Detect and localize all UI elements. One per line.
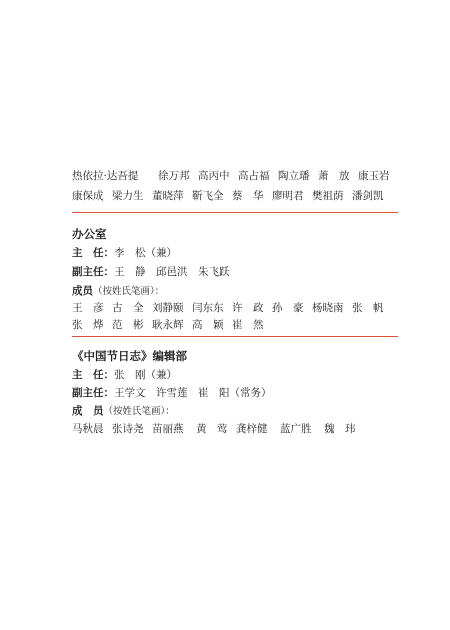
person-name: 樊祖荫 <box>312 190 344 202</box>
members-row <box>72 317 264 332</box>
person-name: 崔 然 <box>232 319 264 331</box>
person-name: 梁力生 <box>112 190 144 202</box>
role-label: 成员 <box>72 285 93 297</box>
person-name: 王 彦 <box>72 302 104 314</box>
office-director <box>72 245 177 260</box>
person-name: 范 彬 <box>112 319 144 331</box>
person-name: 张 帆 <box>352 302 384 314</box>
person-name: 杨晓南 <box>312 302 344 314</box>
deputy-names: 王学文 许雪莲 崔 阳（常务） <box>114 387 272 399</box>
person-name: 张 烨 <box>72 319 104 331</box>
person-name: 龚梓健 <box>236 423 268 435</box>
section-divider <box>72 212 398 213</box>
person-name: 萧 放 <box>318 170 350 182</box>
person-name: 孙 豪 <box>272 302 304 314</box>
person-name: 蓝广胜 <box>280 423 312 435</box>
role-label: 副主任： <box>72 266 114 278</box>
person-name: 魏 玮 <box>324 423 356 435</box>
editorial-director <box>72 367 177 382</box>
members-note: （按姓氏笔画）： <box>103 406 175 417</box>
person-name: 康保成 <box>72 190 104 202</box>
members-row <box>72 300 384 315</box>
person-name: 高 颖 <box>192 319 224 331</box>
person-name: 苗丽燕 <box>152 423 184 435</box>
deputy-names: 王 静 邱邑洪 朱飞跃 <box>114 266 230 278</box>
editorial-deputy <box>72 385 272 400</box>
person-name: 潘剑凯 <box>352 190 384 202</box>
person-name: 靳飞全 <box>192 190 224 202</box>
person-name: 康玉岩 <box>358 170 390 182</box>
editorial-heading: 《中国节日志》编辑部 <box>72 349 187 363</box>
office-members-label <box>72 283 164 298</box>
person-name: 徐万邦 <box>158 170 190 182</box>
office-deputy <box>72 264 230 279</box>
person-name: 刘静颐 <box>152 302 184 314</box>
members-note: （按姓氏笔画）： <box>93 286 165 297</box>
person-name: 廖明君 <box>272 190 304 202</box>
person-name: 许 政 <box>232 302 264 314</box>
person-name: 张诗尧 <box>112 423 144 435</box>
names-row <box>72 168 390 183</box>
role-label: 主 任： <box>72 369 114 381</box>
person-name: 闫东东 <box>192 302 224 314</box>
person-name: 高丙中 <box>198 170 230 182</box>
person-name: 耿永辉 <box>152 319 184 331</box>
editorial-members-label <box>72 403 175 418</box>
person-name: 蔡 华 <box>232 190 264 202</box>
office-heading: 办公室 <box>72 227 107 241</box>
members-row <box>72 421 356 436</box>
names-row <box>72 188 384 203</box>
person-name: 古 全 <box>112 302 144 314</box>
role-label: 主 任： <box>72 247 114 259</box>
person-name: 高占福 <box>238 170 270 182</box>
person-name: 陶立璠 <box>278 170 310 182</box>
director-name: 李 松（兼） <box>114 247 177 259</box>
section-divider <box>72 336 398 337</box>
director-name: 张 刚（兼） <box>114 369 177 381</box>
role-label: 成 员 <box>72 405 104 417</box>
person-name: 马秋晨 <box>72 423 104 435</box>
person-name: 黄 莺 <box>196 423 228 435</box>
person-name: 董晓萍 <box>152 190 184 202</box>
role-label: 副主任： <box>72 387 114 399</box>
person-name: 热依拉·达吾提 <box>72 170 139 182</box>
